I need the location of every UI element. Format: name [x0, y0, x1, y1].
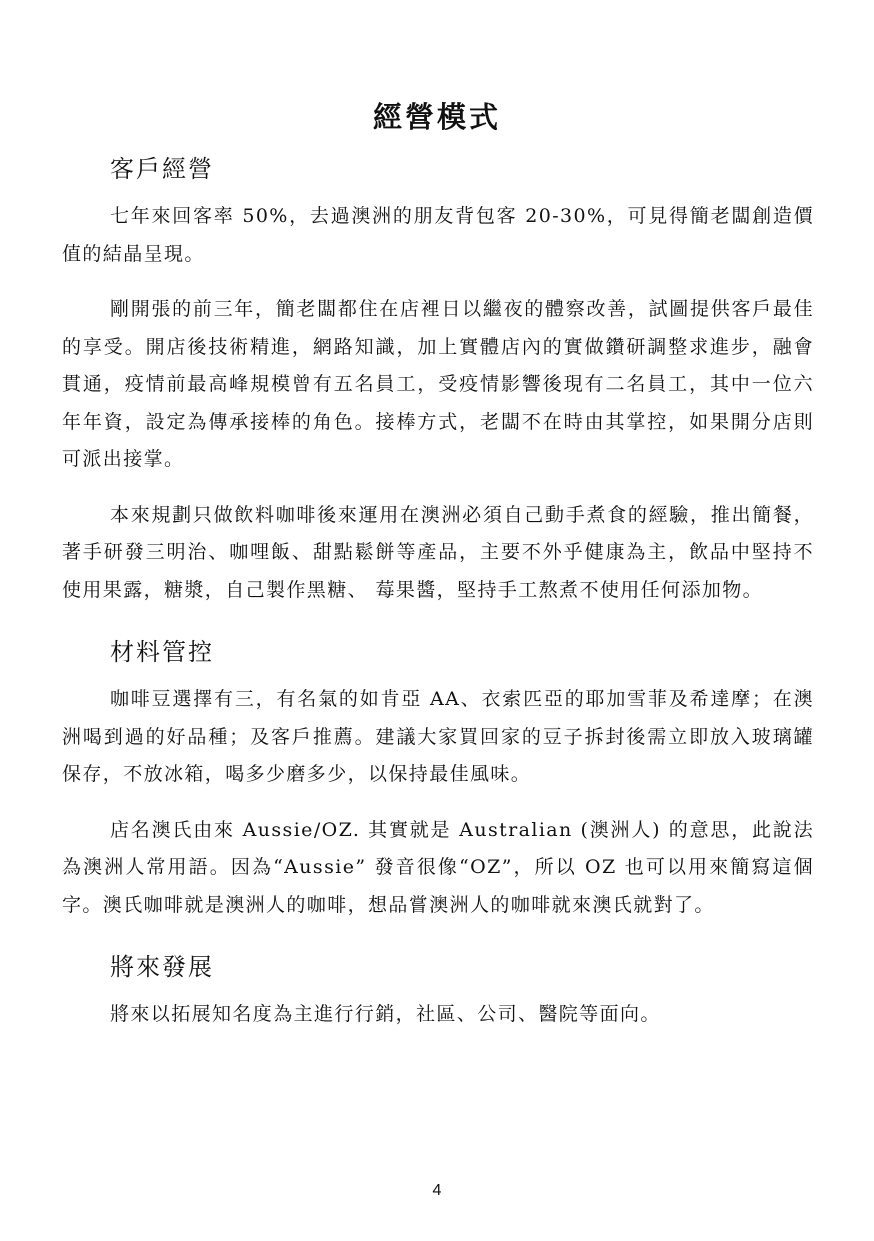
paragraph: 將來以拓展知名度為主進行行銷，社區、公司、醫院等面向。 — [110, 1003, 661, 1025]
paragraph: 剛開張的前三年，簡老闆都住在店裡日以繼夜的體察改善，試圖提供客戶最佳的享受。開店後技術精進，網路知識，加上實體店內的實做鑽研調整求進步，融會貫通，疫情前最高峰規模曾有五名員工，受疫情影響後現有二名員工，其中一位六年年資，設定為傳承接棒的角色。接棒方式，老闆不在時由其掌控，如果開分店則可派出接掌。 — [62, 298, 814, 470]
section-heading: 將來發展 — [110, 953, 214, 981]
section-material-control — [62, 633, 814, 924]
page-number: 4 — [432, 1182, 442, 1199]
page-title: 經營模式 — [372, 100, 501, 135]
section-customer-management — [62, 150, 814, 609]
paragraph: 本來規劃只做飲料咖啡後來運用在澳洲必須自己動手煮食的經驗，推出簡餐，著手研發三明治、咖哩飯、甜點鬆餅等產品，主要不外乎健康為主，飲品中堅持不使用果露，糖漿，自己製作黑糖、 莓果醬，堅持手工熬煮不使用任何添加物。 — [62, 503, 814, 601]
paragraph: 七年來回客率 50%，去過澳洲的朋友背包客 20-30%，可見得簡老闆創造價值的結晶呈現。 — [62, 205, 814, 265]
paragraph: 咖啡豆選擇有三，有名氣的如肯亞 AA、衣索匹亞的耶加雪菲及希達摩；在澳洲喝到過的好品種；及客戶推薦。建議大家買回家的豆子拆封後需立即放入玻璃罐保存，不放冰箱，喝多少磨多少，以保持最佳風味。 — [62, 688, 814, 785]
document-body — [62, 150, 814, 1052]
paragraph: 店名澳氏由來 Aussie/OZ. 其實就是 Australian (澳洲人) 的意思，此說法為澳洲人常用語。因為“Aussie” 發音很像“OZ”，所以 OZ 也可以用來簡寫這個字。澳氏咖啡就是澳洲人的咖啡，想品嘗澳洲人的咖啡就來澳氏就對了。 — [62, 818, 814, 916]
section-heading: 客戶經營 — [110, 155, 214, 183]
section-heading: 材料管控 — [110, 638, 214, 666]
section-future-development — [62, 948, 814, 1034]
